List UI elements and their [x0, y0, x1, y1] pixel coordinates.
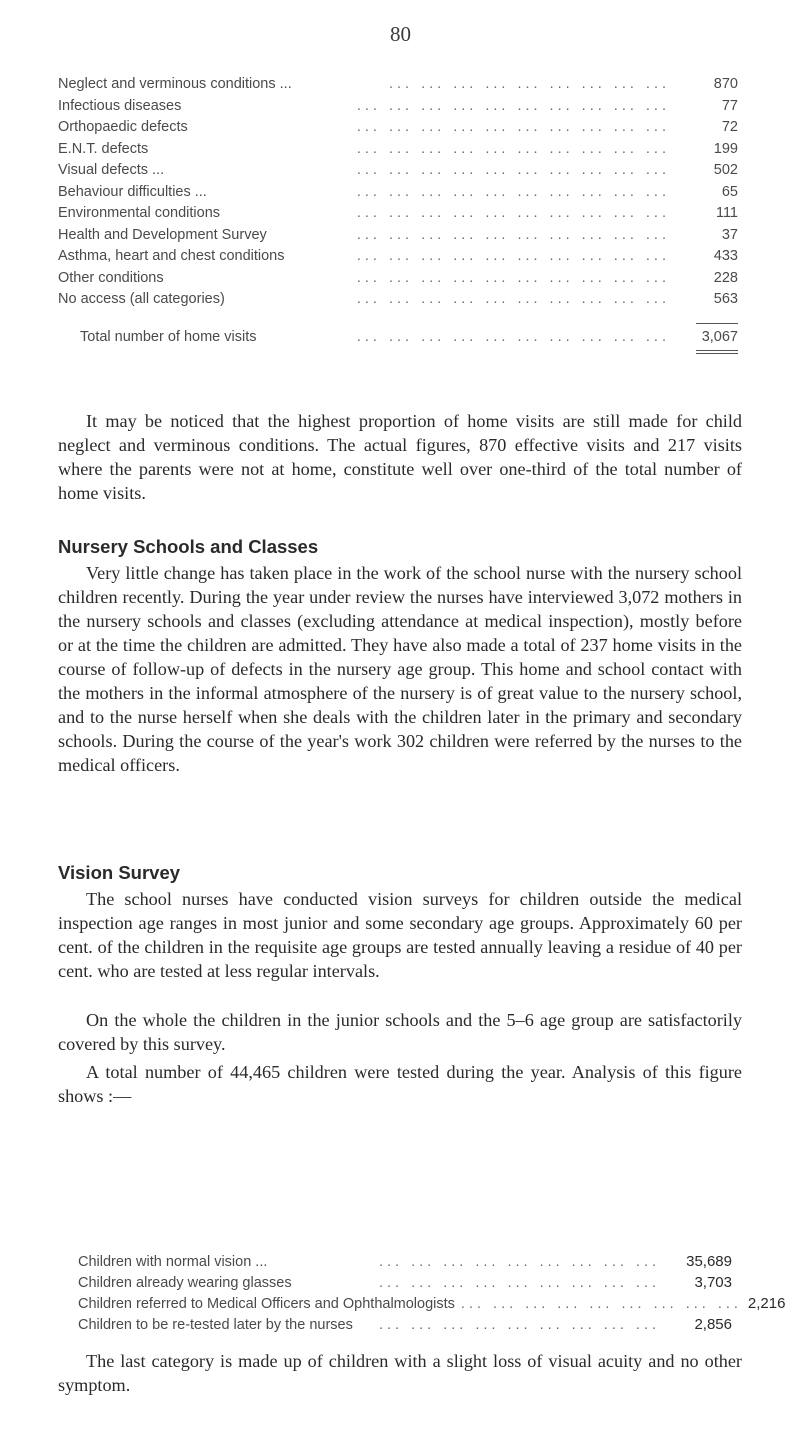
- table-row: [58, 227, 738, 249]
- row-value: 563: [713, 291, 738, 307]
- row-label: Children to be re-tested later by the nurses: [78, 1317, 353, 1333]
- total-value: 3,067: [678, 329, 738, 345]
- leader-dots: ... ... ... ... ... ... ... ... ... ...: [356, 97, 670, 114]
- table-row: [58, 76, 738, 98]
- leader-dots: ... ... ... ... ... ... ... ... ... ...: [356, 183, 670, 200]
- table-row: [78, 1253, 732, 1274]
- row-label: E.N.T. defects: [58, 140, 149, 157]
- row-label: Children already wearing glasses: [78, 1275, 292, 1291]
- table-row: [58, 270, 738, 292]
- vision-paragraph-2: On the whole the children in the junior schools and the 5–6 age group are satisfactorily covered by this survey.: [58, 1010, 742, 1054]
- row-value: 3,703: [694, 1274, 732, 1291]
- row-label: Environmental conditions: [58, 205, 221, 221]
- vision-paragraph-3: A total number of 44,465 children were tested during the year. Analysis of this figure shows :—: [58, 1062, 742, 1106]
- row-value: 199: [713, 140, 738, 157]
- row-value: 65: [721, 183, 738, 200]
- table-row: [58, 184, 738, 206]
- vision-paragraph-4: The last category is made up of children with a slight loss of visual acuity and no other symptom.: [58, 1351, 742, 1395]
- row-value: 72: [721, 119, 738, 135]
- row-value: 77: [721, 97, 738, 114]
- row-label: Other conditions: [58, 269, 164, 286]
- table-row: [78, 1274, 732, 1295]
- row-label: Behaviour difficulties ...: [58, 183, 207, 200]
- leader-dots: ... ... ... ... ... ... ... ... ...: [460, 1296, 742, 1312]
- table-row: [78, 1316, 732, 1337]
- total-label: Total number of home visits: [80, 328, 257, 345]
- row-value: 433: [713, 248, 738, 264]
- leader-dots: ... ... ... ... ... ... ... ... ... ...: [356, 291, 670, 307]
- row-label: No access (all categories): [58, 291, 225, 307]
- table-row: [58, 291, 738, 313]
- row-value: 2,216: [747, 1295, 786, 1312]
- table-row: [58, 119, 738, 141]
- leader-dots: ... ... ... ... ... ... ... ... ... ...: [356, 269, 670, 286]
- row-value: 870: [713, 76, 738, 92]
- vision-paragraph-1: The school nurses have conducted vision surveys for children outside the medical inspection age ranges in most junior and some secondary age groups. Approximately 60 per cent. of the children in the requisite age groups are tested annually leaving a residue of 40 per cent. who are tested at less regular intervals.: [58, 889, 742, 981]
- table-row: [58, 98, 738, 120]
- nursery-paragraph: Very little change has taken place in the work of the school nurse with the nursery school children recently. During the year under review the nurses have interviewed 3,072 mothers in the nursery schools and classes (excluding attendance at medical inspection), mostly before or at the time the children are admitted. They have also made a total of 237 home visits in the course of follow-up of defects in the nursery age group. This home and school contact with the mothers in the informal atmosphere of the nursery is of great value to the nursery school, and to the nurse herself when she deals with the children later in the primary and secondary schools. During the course of the year's work 302 children were referred by the nurses to the medical officers.: [58, 563, 742, 775]
- row-label: Health and Development Survey: [58, 226, 267, 243]
- vision-heading: Vision Survey: [58, 862, 181, 883]
- leader-dots: ... ... ... ... ... ... ... ... ... ...: [356, 162, 670, 178]
- leader-dots: ... ... ... ... ... ... ... ... ...: [389, 76, 670, 92]
- leader-dots: ... ... ... ... ... ... ... ... ... ...: [356, 248, 670, 264]
- row-label: Infectious diseases: [58, 97, 182, 114]
- row-label: Children referred to Medical Officers and Ophthalmologists: [78, 1296, 455, 1312]
- leader-dots: ... ... ... ... ... ... ... ... ... ...: [356, 119, 670, 135]
- total-row: [58, 329, 738, 351]
- row-label: Neglect and verminous conditions ...: [58, 76, 292, 92]
- home-visits-table: [58, 76, 738, 350]
- row-label: Children with normal vision ...: [78, 1254, 268, 1270]
- home-visits-paragraph: It may be noticed that the highest proportion of home visits are still made for child neglect and verminous conditions. The actual figures, 870 effective visits and 217 visits where the parents were not at home, constitute well over one-third of the total number of home visits.: [58, 411, 742, 503]
- vision-analysis-table: [78, 1253, 786, 1337]
- table-row: [58, 141, 738, 163]
- page-number: 80: [390, 22, 411, 46]
- row-value: 228: [713, 269, 738, 286]
- nursery-heading: Nursery Schools and Classes: [58, 536, 319, 557]
- row-label: Orthopaedic defects: [58, 119, 188, 135]
- row-value: 2,856: [694, 1316, 732, 1333]
- row-value: 111: [715, 205, 738, 221]
- leader-dots: ... ... ... ... ... ... ... ... ... ...: [356, 205, 670, 221]
- row-value: 35,689: [686, 1253, 732, 1270]
- leader-dots: ... ... ... ... ... ... ... ... ...: [379, 1275, 660, 1291]
- row-value: 502: [713, 162, 738, 178]
- row-value: 37: [721, 226, 738, 243]
- row-label: Visual defects ...: [58, 162, 165, 178]
- table-row: [58, 248, 738, 270]
- leader-dots: ... ... ... ... ... ... ... ... ...: [379, 1317, 660, 1333]
- table-row: [78, 1295, 786, 1316]
- leader-dots: ... ... ... ... ... ... ... ... ... ...: [356, 328, 670, 345]
- table-row: [58, 205, 738, 227]
- leader-dots: ... ... ... ... ... ... ... ... ... ...: [356, 140, 670, 157]
- row-label: Asthma, heart and chest conditions: [58, 248, 285, 264]
- table-row: [58, 162, 738, 184]
- leader-dots: ... ... ... ... ... ... ... ... ... ...: [356, 226, 670, 243]
- leader-dots: ... ... ... ... ... ... ... ... ...: [379, 1254, 660, 1270]
